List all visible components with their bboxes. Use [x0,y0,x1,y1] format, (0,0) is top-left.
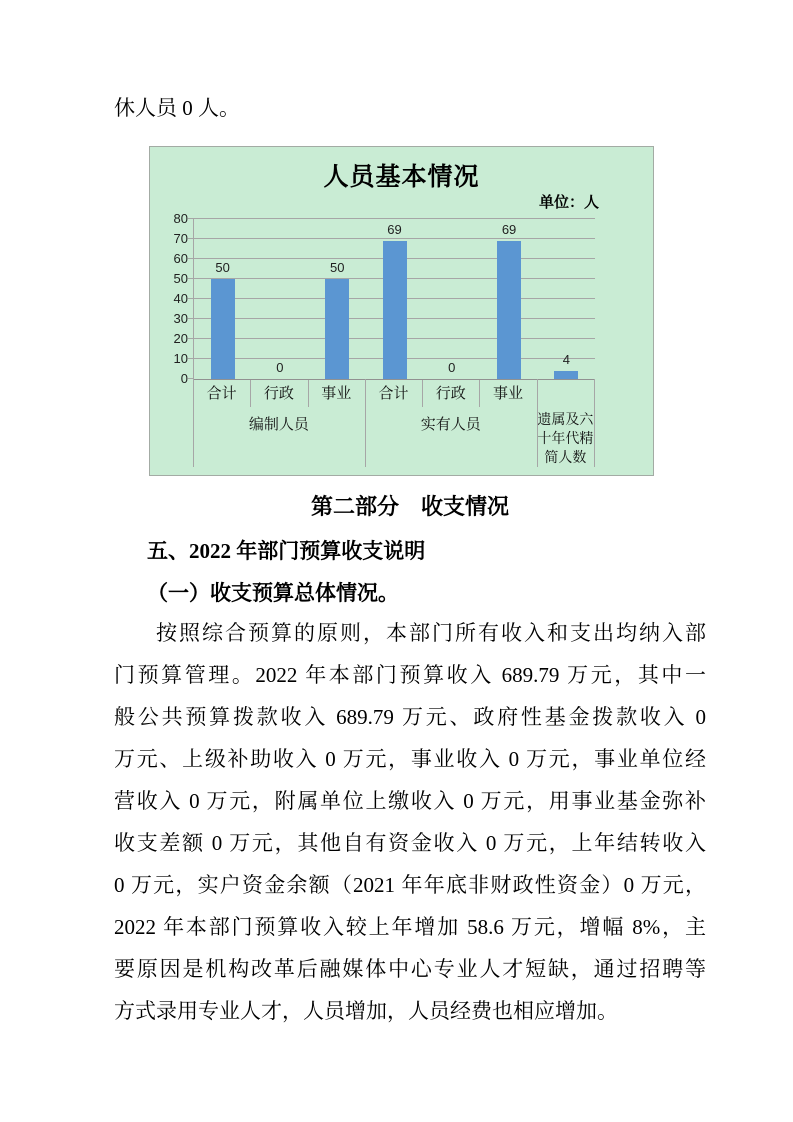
chart-title: 人员基本情况 [323,163,480,191]
personnel-chart-panel [149,146,654,476]
category-label: 行政 [435,386,466,402]
category-label: 事业 [493,386,524,402]
category-label: 行政 [263,386,294,402]
axis-separator [422,380,423,407]
y-axis-tick [188,358,194,359]
paragraph-line: 般公共预算拨款收入 689.79 万元、政府性基金拨款收入 0 [114,705,706,729]
category-label [537,379,594,409]
axis-separator [479,380,480,407]
paragraph-line: 2022 年本部门预算收入较上年增加 58.6 万元，增幅 8%，主 [114,915,706,939]
paragraph-line: 方式录用专业人才，人员增加，人员经费也相应增加。 [114,999,618,1023]
bar [211,279,235,379]
paragraph-line: 门预算管理。2022 年本部门预算收入 689.79 万元，其中一 [114,663,706,687]
category-label: 合计 [378,386,409,402]
paragraph-line: 收支差额 0 万元，其他自有资金收入 0 万元，上年结转收入 [114,831,706,855]
group-label: 编制人员 [248,417,309,433]
y-tick-label: 50 [173,271,188,286]
paragraph-line: 要原因是机构改革后融媒体中心专业人才短缺，通过招聘等 [114,957,706,981]
axis-separator [308,380,309,407]
category-label: 事业 [321,386,352,402]
y-tick-label: 60 [173,251,188,266]
y-axis-tick [188,238,194,239]
bar [497,241,521,379]
bar-value-label: 0 [448,360,456,375]
bar-value-label: 50 [215,260,230,275]
paragraph-line: 万元、上级补助收入 0 万元，事业收入 0 万元，事业单位经 [114,747,706,771]
y-tick-label: 10 [173,351,188,366]
subsection-heading: （一）收支预算总体情况。 [147,581,399,605]
y-axis-tick [188,218,194,219]
chart-unit-label: 单位：人 [538,195,599,211]
x-axis [193,379,594,467]
bar-value-label: 0 [276,360,284,375]
bar-value-label: 69 [501,222,517,237]
y-axis-labels [150,211,188,386]
y-axis-tick [188,298,194,299]
y-axis-tick [188,278,194,279]
y-axis-tick [188,258,194,259]
category-label: 合计 [206,386,237,402]
gridline [194,238,595,239]
paragraph-line: 0 万元，实户资金余额（2021 年年底非财政性资金）0 万元， [114,873,706,897]
y-axis-tick [188,338,194,339]
bar-value-label: 50 [329,260,345,275]
gridline [194,218,595,219]
bar-value-label: 69 [387,222,402,237]
body-paragraph [114,612,706,1032]
y-axis-tick [188,318,194,319]
group-label: 实有人员 [420,417,481,433]
bar [554,371,578,379]
y-tick-label: 70 [173,231,188,246]
y-tick-label: 20 [173,331,188,346]
bar [383,241,407,379]
axis-separator [250,380,251,407]
part-heading: 第二部分 收支情况 [310,494,509,519]
paragraph-line: 营收入 0 万元，附属单位上缴收入 0 万元，用事业基金弥补 [114,789,706,813]
plot-area [193,219,595,380]
group-label: 遗属及六十年代精简人数 [537,413,594,466]
paragraph-line: 按照综合预算的原则，本部门所有收入和支出均纳入部 [156,621,706,645]
paragraph-continuation: 休人员 0 人。 [114,96,240,120]
y-tick-label: 30 [173,311,188,326]
y-tick-label: 40 [173,291,188,306]
y-tick-label: 0 [180,371,188,386]
y-tick-label: 80 [173,211,188,226]
bar [325,279,349,379]
section-heading: 五、2022 年部门预算收支说明 [147,539,426,563]
bar-value-label: 4 [562,352,570,367]
axis-separator [594,379,595,467]
